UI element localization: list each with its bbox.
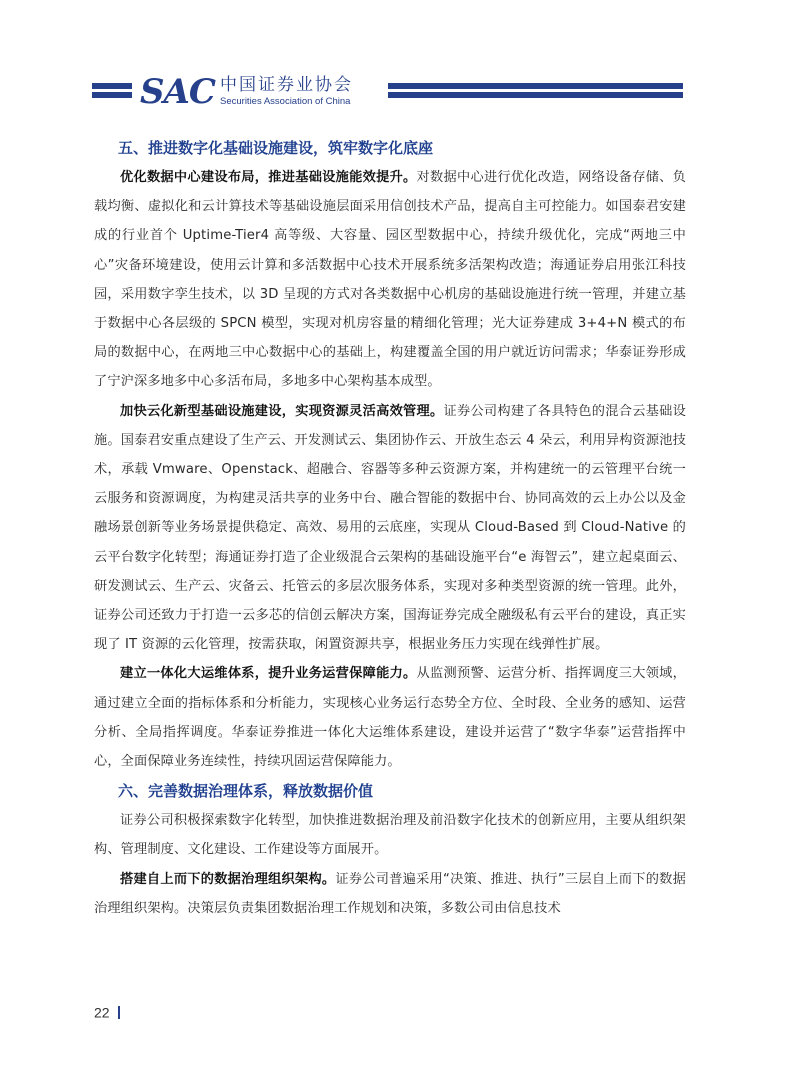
paragraph-text: 从监测预警、运营分析、指挥调度三大领域，通过建立全面的指标体系和分析能力，实现核心业务运行态势全方位、全时段、全业务的感知、运营分析、全局指挥调度。华泰证券推进一体化大运维体系建设，建设并运营了“数字华泰”运营指挥中心，全面保障业务连续性，持续巩固运营保障能力。: [94, 666, 686, 770]
paragraph: [94, 163, 686, 397]
paragraph-lead: 优化数据中心建设布局，推进基础设施能效提升。: [120, 170, 417, 185]
section-title: 五、推进数字化基础设施建设，筑牢数字化底座: [118, 139, 434, 157]
paragraph-text: 证券公司构建了各具特色的混合云基础设施。国泰君安重点建设了生产云、开发测试云、集团协作云、开放生态云 4 朵云，利用异构资源池技术，承载 Vmware、Openstack、超融合、容器等多种云资源方案，并构建统一的云管理平台统一云服务和资源调度，为构建灵活共享的业务中台、融合智能的数据中台、协同高效的云上办公以及金融场景创新等业务场景提供稳定、高效、易用的云底座，实现从 Cloud-Based 到 Cloud-Native 的云平台数字化转型；海通证券打造了企业级混合云架构的基础设施平台“e 海智云”，建立起桌面云、研发测试云、生产云、灾备云、托管云的多层次服务体系，实现对多种类型资源的统一管理。此外，证券公司还致力于打造一云多芯的信创云解决方案，国海证券完成全融级私有云平台的建设，真正实现了 IT 资源的云化管理，按需获取，闲置资源共享，根据业务压力实现在线弹性扩展。: [94, 403, 686, 653]
page-number-divider: [118, 1006, 120, 1019]
paragraph-lead: 加快云化新型基础设施建设，实现资源灵活高效管理。: [120, 403, 444, 419]
document-body: [94, 133, 686, 923]
header-rule-right-bottom: [388, 92, 683, 98]
paragraph: [94, 806, 686, 864]
org-name-en: Securities Association of China: [220, 96, 351, 107]
page-footer: [94, 1002, 120, 1022]
header-rule-left-bottom: [92, 92, 132, 98]
paragraph: [94, 659, 686, 776]
page-header: [0, 72, 793, 112]
sac-logo-icon: SAC: [140, 72, 215, 112]
org-name-cn: 中国证券业协会: [220, 75, 353, 95]
paragraph: [94, 397, 686, 660]
paragraph-text: 证券公司积极探索数字化转型，加快推进数据治理及前沿数字化技术的创新应用，主要从组织架构、管理制度、文化建设、工作建设等方面展开。: [94, 813, 686, 858]
header-rule-left-top: [92, 83, 132, 89]
page-number: 22: [94, 1004, 110, 1021]
section-title: 六、完善数据治理体系，释放数据价值: [118, 782, 374, 801]
header-rule-right-top: [388, 83, 683, 89]
paragraph-text: 证券公司普遍采用“决策、推进、执行”三层自上而下的数据治理组织架构。决策层负责集团数据治理工作规划和决策，多数公司由信息技术: [94, 871, 686, 916]
paragraph-lead: 搭建自上而下的数据治理组织架构。: [120, 871, 336, 887]
paragraph-lead: 建立一体化大运维体系，提升业务运营保障能力。: [120, 666, 417, 682]
paragraph-text: 对数据中心进行优化改造，网络设备存储、负载均衡、虚拟化和云计算技术等基础设施层面采用信创技术产品，提高自主可控能力。如国泰君安建成的行业首个 Uptime-Tier4 高等级、大容量、园区型数据中心，持续升级优化，完成“两地三中心”灾备环境建设，使用云计算和多活数据中心技术开展系统多活架构改造；海通证券启用张江科技园，采用数字孪生技术，以 3D 呈现的方式对各类数据中心机房的基础设施进行统一管理，并建立基于数据中心各层级的 SPCN 模型，实现对机房容量的精细化管理；光大证券建成 3+4+N 模式的布局的数据中心，在两地三中心数据中心的基础上，构建覆盖全国的用户就近访问需求；华泰证券形成了宁沪深多地多中心多活布局，多地多中心架构基本成型。: [94, 170, 686, 390]
paragraph: [94, 865, 686, 923]
